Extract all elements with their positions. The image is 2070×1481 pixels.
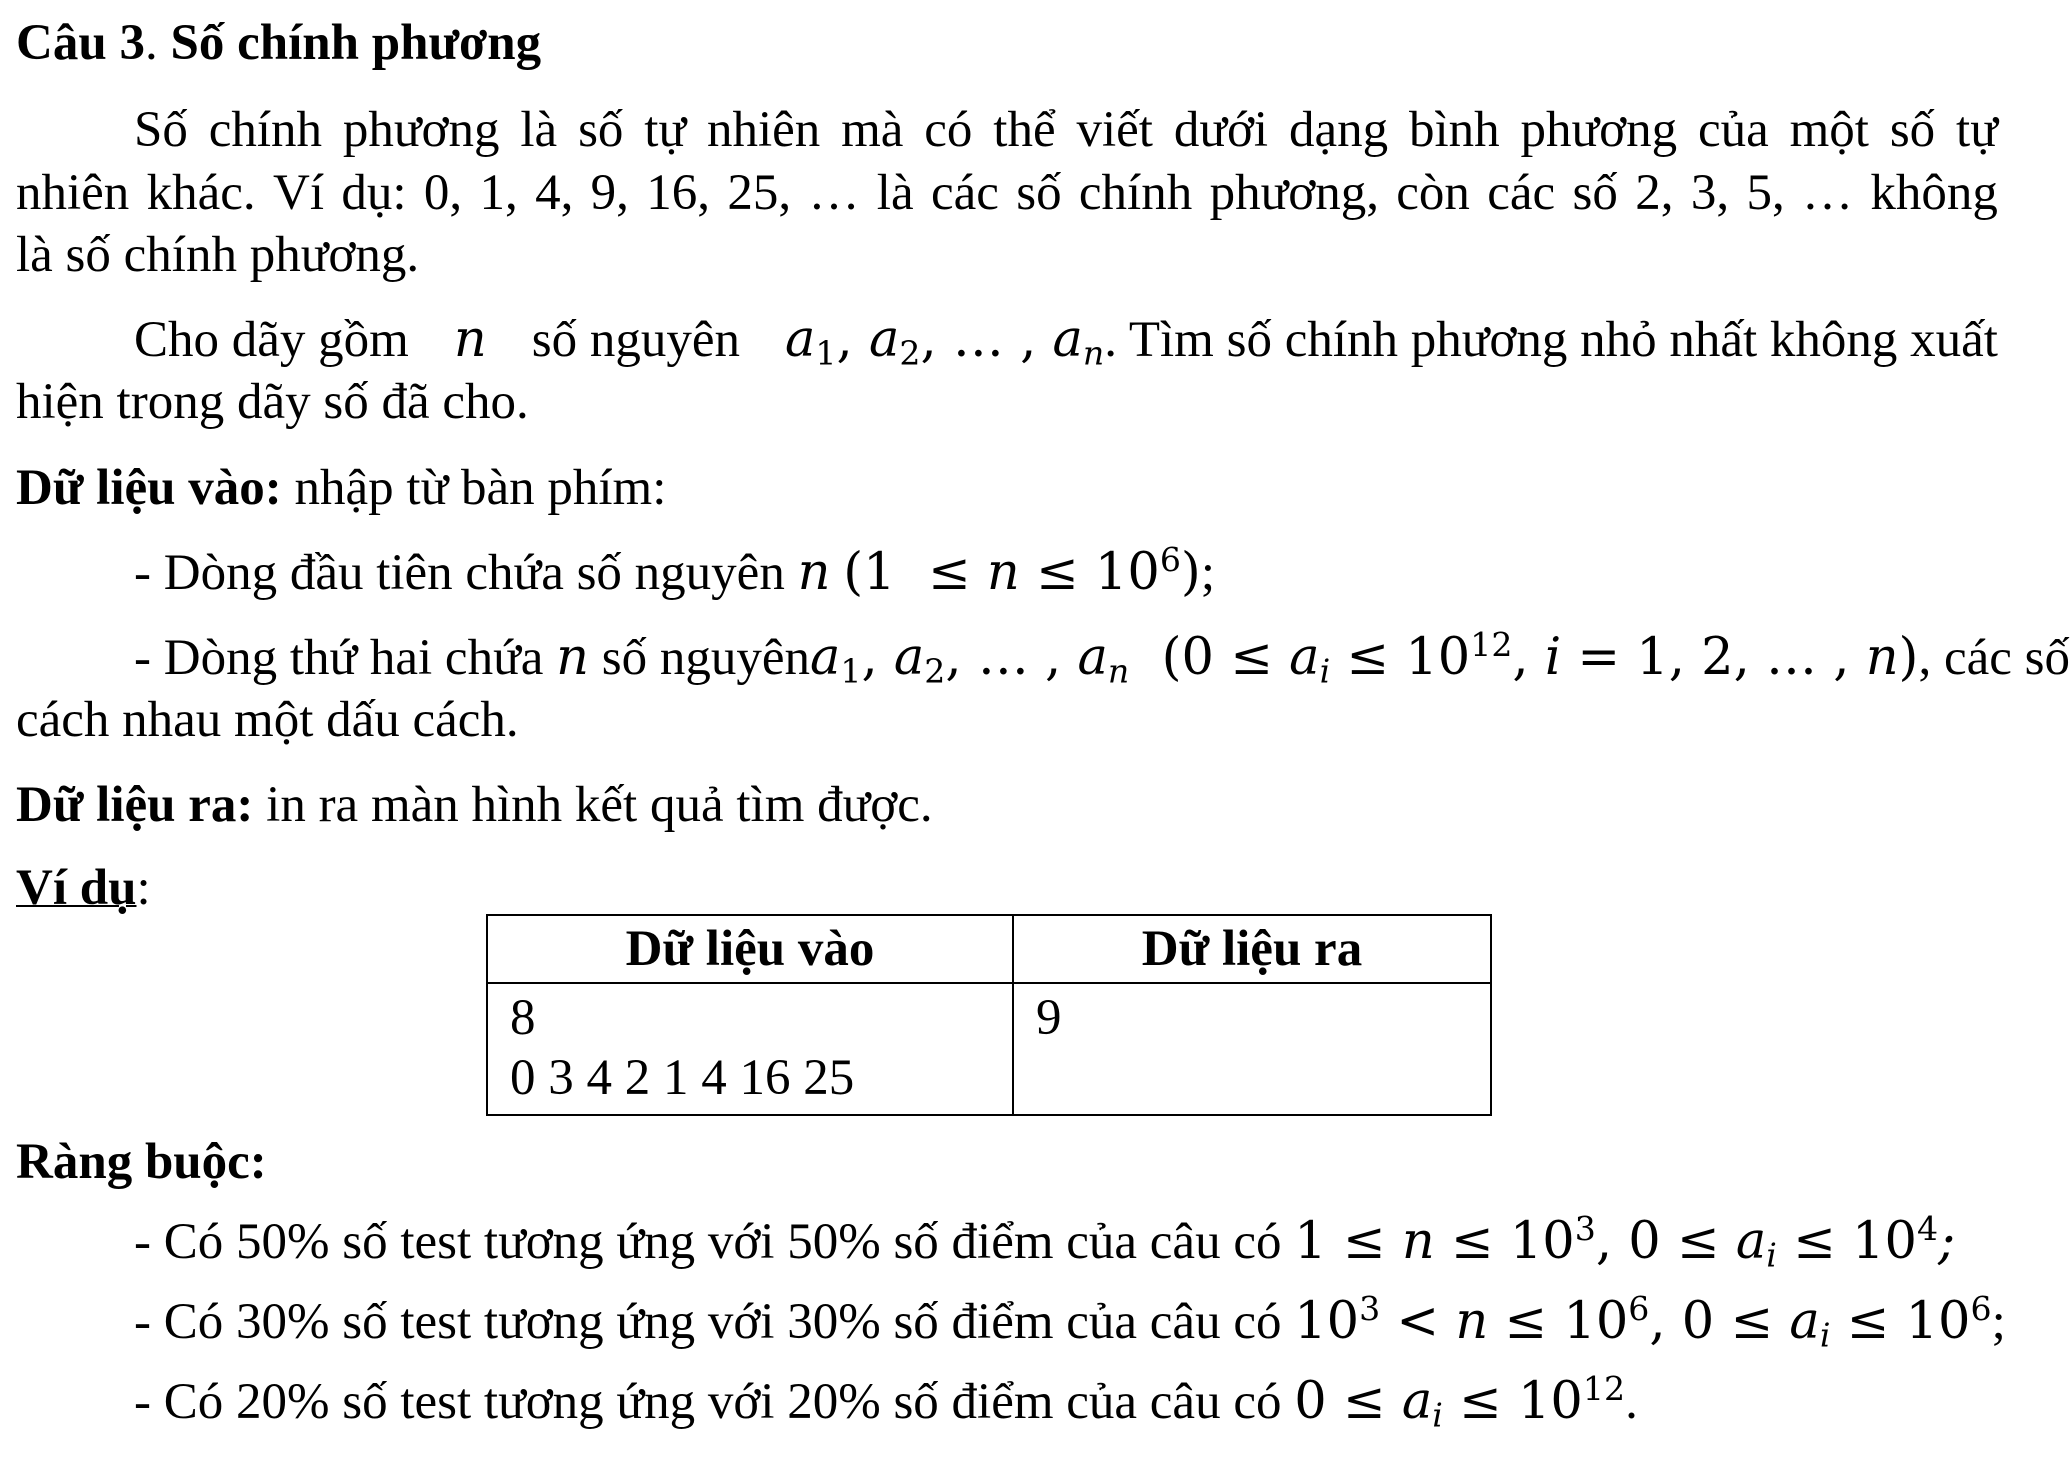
input-constraint-formula: $a_1$, $a_2$, … , $a_n$ ($0 \le a_i \le 10^{12}$, i = 1, 2, … , n)	[809, 624, 1919, 691]
example-label: Ví dụ	[16, 860, 137, 916]
intro-word: chính	[1078, 165, 1193, 221]
problem-name: Số chính phương	[170, 15, 542, 71]
intro-word: mà	[841, 102, 904, 158]
intro-word: chính	[208, 102, 323, 158]
example-header-input: Dữ liệu vào	[487, 915, 1013, 983]
example-table-row	[487, 983, 1491, 1115]
task-line-2: hiện trong dãy số đã cho.	[16, 374, 529, 430]
example-output-line-1: 9	[1036, 990, 1062, 1046]
task-line-1	[134, 310, 1998, 373]
input-text: nhập từ bàn phím:	[294, 460, 667, 516]
output-label: Dữ liệu ra:	[16, 777, 254, 833]
intro-word: khác.	[146, 165, 256, 221]
input-line-2-tail: , các số	[1918, 630, 2070, 686]
intro-line-1	[134, 100, 1998, 160]
intro-word: viết	[1076, 102, 1153, 158]
intro-word: phương	[342, 102, 500, 158]
constraint-2-text: - Có 30% số test tương ứng với 30% số điểm của câu có	[134, 1294, 1282, 1350]
input-line-1: - Dòng đầu tiên chứa số nguyên n $(1 \le n \le 10^6)$;	[134, 539, 1215, 602]
input-line-1-text: - Dòng đầu tiên chứa số nguyên	[134, 545, 785, 601]
intro-word: của	[1697, 102, 1769, 158]
intro-word: tự	[644, 102, 687, 158]
intro-word: thể	[993, 102, 1056, 158]
input-line-2-text: - Dòng thứ hai chứa	[134, 630, 544, 686]
input-section-heading	[16, 458, 666, 518]
intro-word: Số	[134, 102, 188, 158]
intro-word: 4,	[535, 165, 574, 221]
intro-word: là	[520, 102, 558, 158]
intro-word: bình	[1408, 102, 1500, 158]
intro-word: dưới	[1173, 102, 1269, 158]
intro-word: …	[808, 165, 860, 221]
intro-word: phương,	[1209, 165, 1379, 221]
intro-word: tự	[1956, 102, 1998, 158]
intro-word: còn	[1396, 165, 1470, 221]
intro-word: 25,	[727, 165, 792, 221]
intro-word: có	[924, 102, 973, 158]
problem-number: Câu 3	[16, 15, 145, 71]
intro-word: một	[1789, 102, 1869, 158]
example-table	[486, 914, 1492, 1116]
task-var-n: n	[453, 310, 487, 369]
constraint-item-2: - Có 30% số test tương ứng với 30% số điểm của câu có $10^3 < n \le 10^6$, $0 \le a_i \le 10^6$;	[134, 1288, 2006, 1355]
intro-word: 0,	[423, 165, 463, 221]
intro-line-3: là số chính phương.	[16, 227, 420, 283]
constraints-heading: Ràng buộc:	[16, 1134, 267, 1190]
output-section-heading	[16, 775, 933, 835]
example-output-cell	[1013, 983, 1491, 1115]
intro-word: dạng	[1288, 102, 1389, 158]
intro-word: …	[1802, 165, 1854, 221]
example-input-line-1: 8	[510, 990, 536, 1046]
example-heading: Ví dụ:	[16, 860, 151, 916]
task-text-tail: . Tìm số chính phương nhỏ nhất không xuất	[1104, 312, 1998, 368]
constraint-item-1: - Có 50% số test tương ứng với 50% số điểm của câu có $1 \le n \le 10^3$, $0 \le a_i \le 10^4$;	[134, 1208, 1956, 1275]
constraint-1-text: - Có 50% số test tương ứng với 50% số điểm của câu có	[134, 1214, 1282, 1270]
example-header-output: Dữ liệu ra	[1013, 915, 1491, 983]
intro-word: nhiên	[16, 165, 130, 221]
intro-word: 1,	[479, 165, 518, 221]
input-line-2: - Dòng thứ hai chứa n số nguyên $a_1$, $a_2$, … , $a_n$ ($0 \le a_i \le 10^{12}$, i = 1, 2, … , n) , các số	[134, 624, 2070, 691]
intro-word: 5,	[1746, 165, 1785, 221]
example-input-cell	[487, 983, 1013, 1115]
intro-word: các	[930, 165, 999, 221]
constraint-3-text: - Có 20% số test tương ứng với 20% số điểm của câu có	[134, 1374, 1282, 1430]
intro-word: phương	[1520, 102, 1678, 158]
intro-word: 9,	[590, 165, 629, 221]
intro-word: 2,	[1635, 165, 1674, 221]
intro-word: dụ:	[341, 165, 407, 221]
input-line-2-cont: cách nhau một dấu cách.	[16, 692, 519, 748]
task-text-before: Cho dãy gồm	[134, 312, 409, 368]
intro-word: các	[1487, 165, 1556, 221]
intro-line-2	[16, 163, 1998, 223]
intro-word: là	[876, 165, 914, 221]
task-text-mid: số nguyên	[531, 312, 740, 368]
task-sequence-formula: $a_1$, $a_2$, … , $a_n$. Tìm số chính phương nhỏ nhất không xuất	[785, 310, 1998, 373]
problem-title: Câu 3. Số chính phương	[16, 15, 542, 71]
input-label: Dữ liệu vào:	[16, 460, 282, 516]
example-input-line-2: 0 3 4 2 1 4 16 25	[510, 1050, 855, 1106]
intro-word: số	[1889, 102, 1936, 158]
intro-word: 16,	[646, 165, 711, 221]
intro-word: không	[1870, 165, 1998, 221]
intro-word: số	[1016, 165, 1062, 221]
output-text: in ra màn hình kết quả tìm được.	[266, 777, 933, 833]
intro-word: 3,	[1690, 165, 1730, 221]
intro-word: nhiên	[706, 102, 821, 158]
intro-word: số	[578, 102, 624, 158]
example-table-header-row	[487, 915, 1491, 983]
intro-word: Ví	[273, 165, 325, 221]
intro-word: số	[1572, 165, 1618, 221]
constraint-item-3: - Có 20% số test tương ứng với 20% số điểm của câu có $0 \le a_i \le 10^{12}$.	[134, 1368, 1638, 1435]
input-line-2-mid: số nguyên	[601, 630, 810, 686]
